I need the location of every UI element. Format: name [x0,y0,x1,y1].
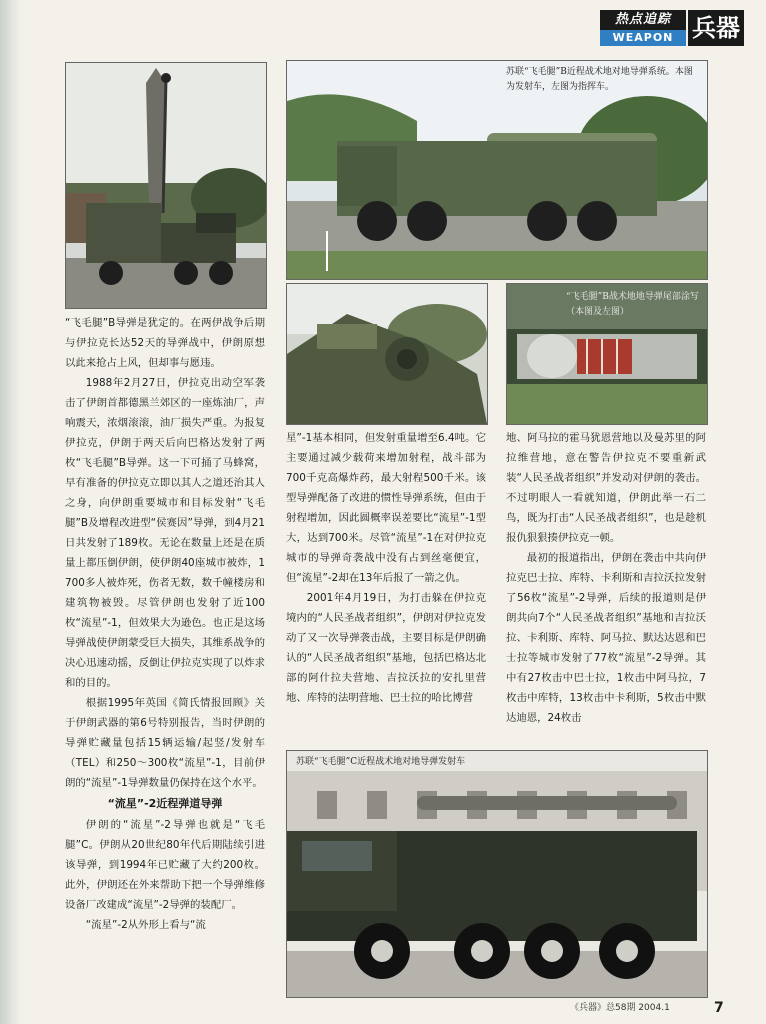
paragraph: “飞毛腿”B导弹是犹定的。在两伊战争后期与伊拉克长达52天的导弹战中，伊朗原想以此来抢占上风，但却事与愿违。 [65,317,265,369]
paragraph: 根据1995年英国《简氏情报回顾》关于伊朗武器的第6号特别报告，当时伊朗的导弹贮藏量包括15辆运输/起竖/发射车（TEL）和250～300枚“流星”-1，目前伊朗的“流星”-1导弹数量仍保持在这个水平。 [65,697,265,789]
section-heading: “流星”-2近程弹道导弹 [107,797,223,810]
photo-command-vehicle [65,62,267,309]
section-label [600,10,686,46]
issue-info: 《兵器》总58期 2004.1 [570,1003,670,1013]
photo-scud-c-launcher [286,750,708,998]
article-column-2 [286,428,486,708]
caption-tail: “飞毛腿”B战术地地导弹尾部涂写（本图及左图） [566,292,699,317]
section-title: 热点追踪 [600,10,686,30]
magazine-logo: 兵器 [688,10,744,46]
paragraph: 伊朗的“流星”-2导弹也就是“飞毛腿”C。伊朗从20世纪80年代后期陆续引进该导弹，到1994年已贮藏了大约200枚。此外，伊朗还在外来帮助下把一个导弹维修设备厂改建成“流星”-2导弹的装配厂。 [65,819,265,911]
paragraph: “流星”-2从外形上看与“流 [85,919,206,931]
paragraph: 最初的报道指出，伊朗在袭击中共向伊拉克巴士拉、库特、卡利斯和吉拉沃拉发射了56枚“流星”-2导弹，后续的报道则是伊朗共向7个“人民圣战者组织”基地和吉拉沃拉、卡利斯、库特、阿马拉、默达达恩和巴士拉等城市发射了77枚“流星”-2导弹。其中有27枚击中巴士拉，1枚击中阿马拉，7枚击中库特，13枚击中卡利斯，5枚击中默达迪恩，24枚击 [506,552,706,724]
caption-scud-b: 苏联“飞毛腿”B近程战术地对地导弹系统。本图为发射车，左图为指挥车。 [506,67,693,92]
caption-scud-c: 苏联“飞毛腿”C近程战术地对地导弹发射车 [296,757,466,767]
paragraph: 1988年2月27日，伊拉克出动空军袭击了伊朗首都德黑兰郊区的一座炼油厂，声响震天，浓烟滚滚，油厂损失严重。为报复伊拉克，伊朗于两天后向巴格达发射了两枚“飞毛腿”B导弹。这一下可捅了马蜂窝，早有准备的伊拉克立即以其人之道还治其人之身，向伊朗重要城市和目标发射“飞毛腿”B及增程改进型“侯赛因”导弹，到4月21日共发射了189枚。无论在数量上还是在质量上都压倒伊朗，使伊朗40座城市被炸，1 700多人被炸死，伤者无数，数千幢楼房和建筑物被毁。尽管伊朗也发射了近100枚“流星”-1，但效果大为逊色。也正是这场导弹战使伊朗蒙受巨大损失，其维系战争的决心迅速动摇，反倒让伊拉克实现了以炸求和的目的。 [65,377,265,689]
article-column-3 [506,428,706,728]
article-column-1 [65,313,265,935]
photo-launcher-detail [286,283,488,425]
section-header [600,10,744,46]
page-number: 7 [714,1000,724,1016]
section-title-en: WEAPON [600,30,686,46]
paragraph: 地、阿马拉的霍马犹恩营地以及曼苏里的阿拉维营地，意在警告伊拉克不要重新武装“人民圣战者组织”并发动对伊朗的袭击。不过明眼人一看就知道，伊朗此举一石二鸟，既为打击“人民圣战者组织”，也是趁机报仇狠狠揍伊拉克一顿。 [506,432,706,544]
paragraph: 星”-1基本相同，但发射重量增至6.4吨。它主要通过减少载荷来增加射程，战斗部为700千克高爆炸药，最大射程500千米。该型导弹配备了改进的惯性导弹系统，但由于射程增加，因此圆概率误差要比“流星”-1型大，达到700米。尽管“流星”-1在对伊拉克城市的导弹奇袭战中没有占到丝毫便宜，但“流星”-2却在13年后报了一箭之仇。 [286,432,486,584]
page-edge [0,0,22,1024]
paragraph: 2001年4月19日，为打击躲在伊拉克境内的“人民圣战者组织”，伊朗对伊拉克发动了又一次导弹袭击战，主要目标是伊朗确认的“人民圣战者组织”基地，包括巴格达北部的阿什拉夫营地、吉拉沃拉的安扎里营地、库特的法明营地、巴士拉的哈比博营 [286,592,486,704]
